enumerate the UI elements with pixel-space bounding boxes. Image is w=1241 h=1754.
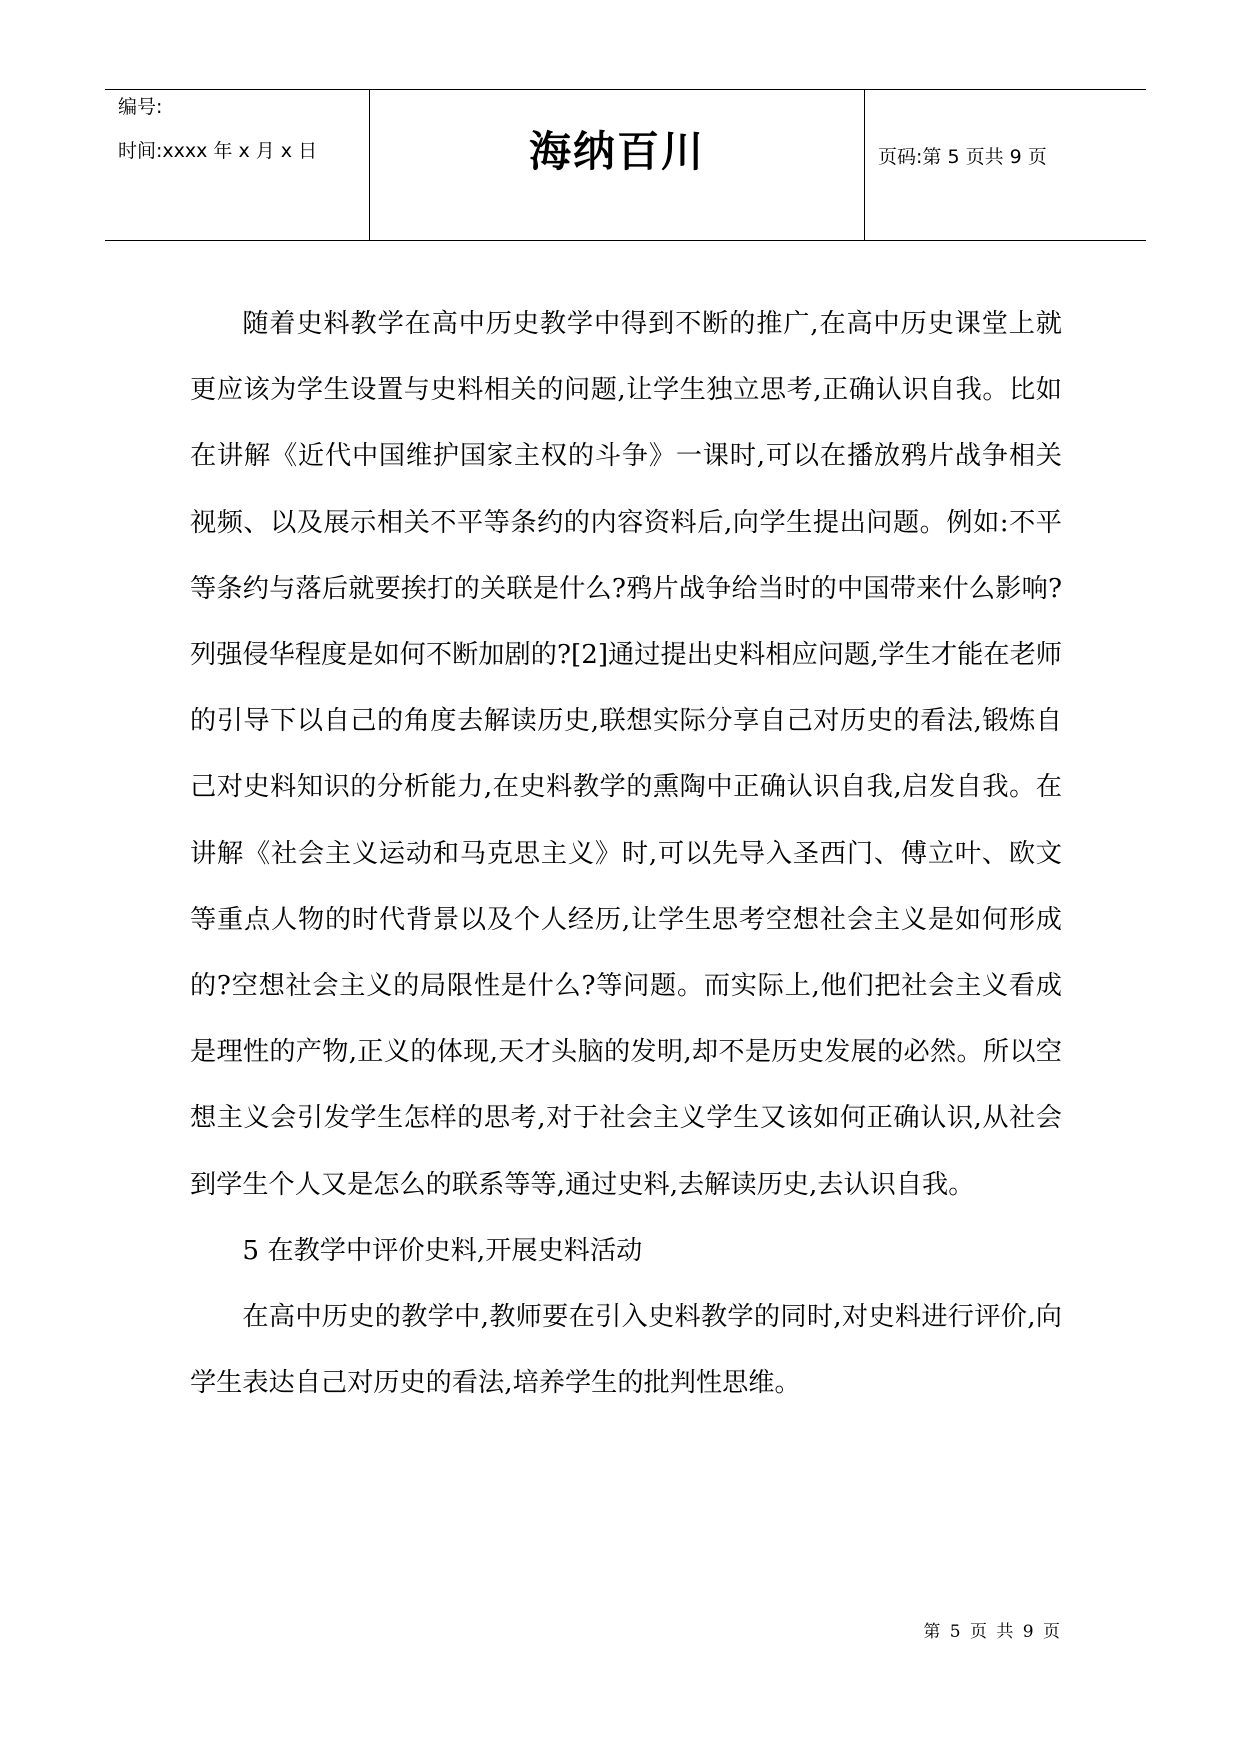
page-footer: 第 5 页 共 9 页 (923, 1622, 1060, 1642)
section-heading: 5 在教学中评价史料,开展史料活动 (242, 1235, 643, 1266)
body-paragraph: 在高中历史的教学中,教师要在引入史料教学的同时,对史料进行评价,向学生表达自己对历史的看法,培养学生的批判性思维。 (190, 1302, 1062, 1399)
document-header (105, 89, 1146, 241)
document-number-label: 编号: (118, 96, 163, 118)
header-page-label: 页码:第 5 页共 9 页 (878, 146, 1047, 168)
header-left-cell (105, 90, 370, 240)
header-center-cell (370, 90, 865, 240)
header-right-cell (865, 90, 1146, 240)
document-title: 海纳百川 (528, 127, 705, 176)
body-paragraph: 随着史料教学在高中历史教学中得到不断的推广,在高中历史课堂上就更应该为学生设置与史料相关的问题,让学生独立思考,正确认识自我。比如在讲解《近代中国维护国家主权的斗争》一课时,可以在播放鸦片战争相关视频、以及展示相关不平等条约的内容资料后,向学生提出问题。例如:不平等条约与落后就要挨打的关联是什么?鸦片战争给当时的中国带来什么影响?列强侵华程度是如何不断加剧的?[2]通过提出史料相应问题,学生才能在老师的引导下以自己的角度去解读历史,联想实际分享自己对历史的看法,锻炼自己对史料知识的分析能力,在史料教学的熏陶中正确认识自我,启发自我。在讲解《社会主义运动和马克思主义》时,可以先导入圣西门、傅立叶、欧文等重点人物的时代背景以及个人经历,让学生思考空想社会主义是如何形成的?空想社会主义的局限性是什么?等问题。而实际上,他们把社会主义看成是理性的产物,正义的体现,天才头脑的发明,却不是历史发展的必然。所以空想主义会引发学生怎样的思考,对于社会主义学生又该如何正确认识,从社会到学生个人又是怎么的联系等等,通过史料,去解读历史,去认识自我。 (190, 309, 1062, 1200)
document-time-label: 时间:xxxx 年 x 月 x 日 (118, 140, 318, 162)
document-body (190, 291, 1062, 1416)
